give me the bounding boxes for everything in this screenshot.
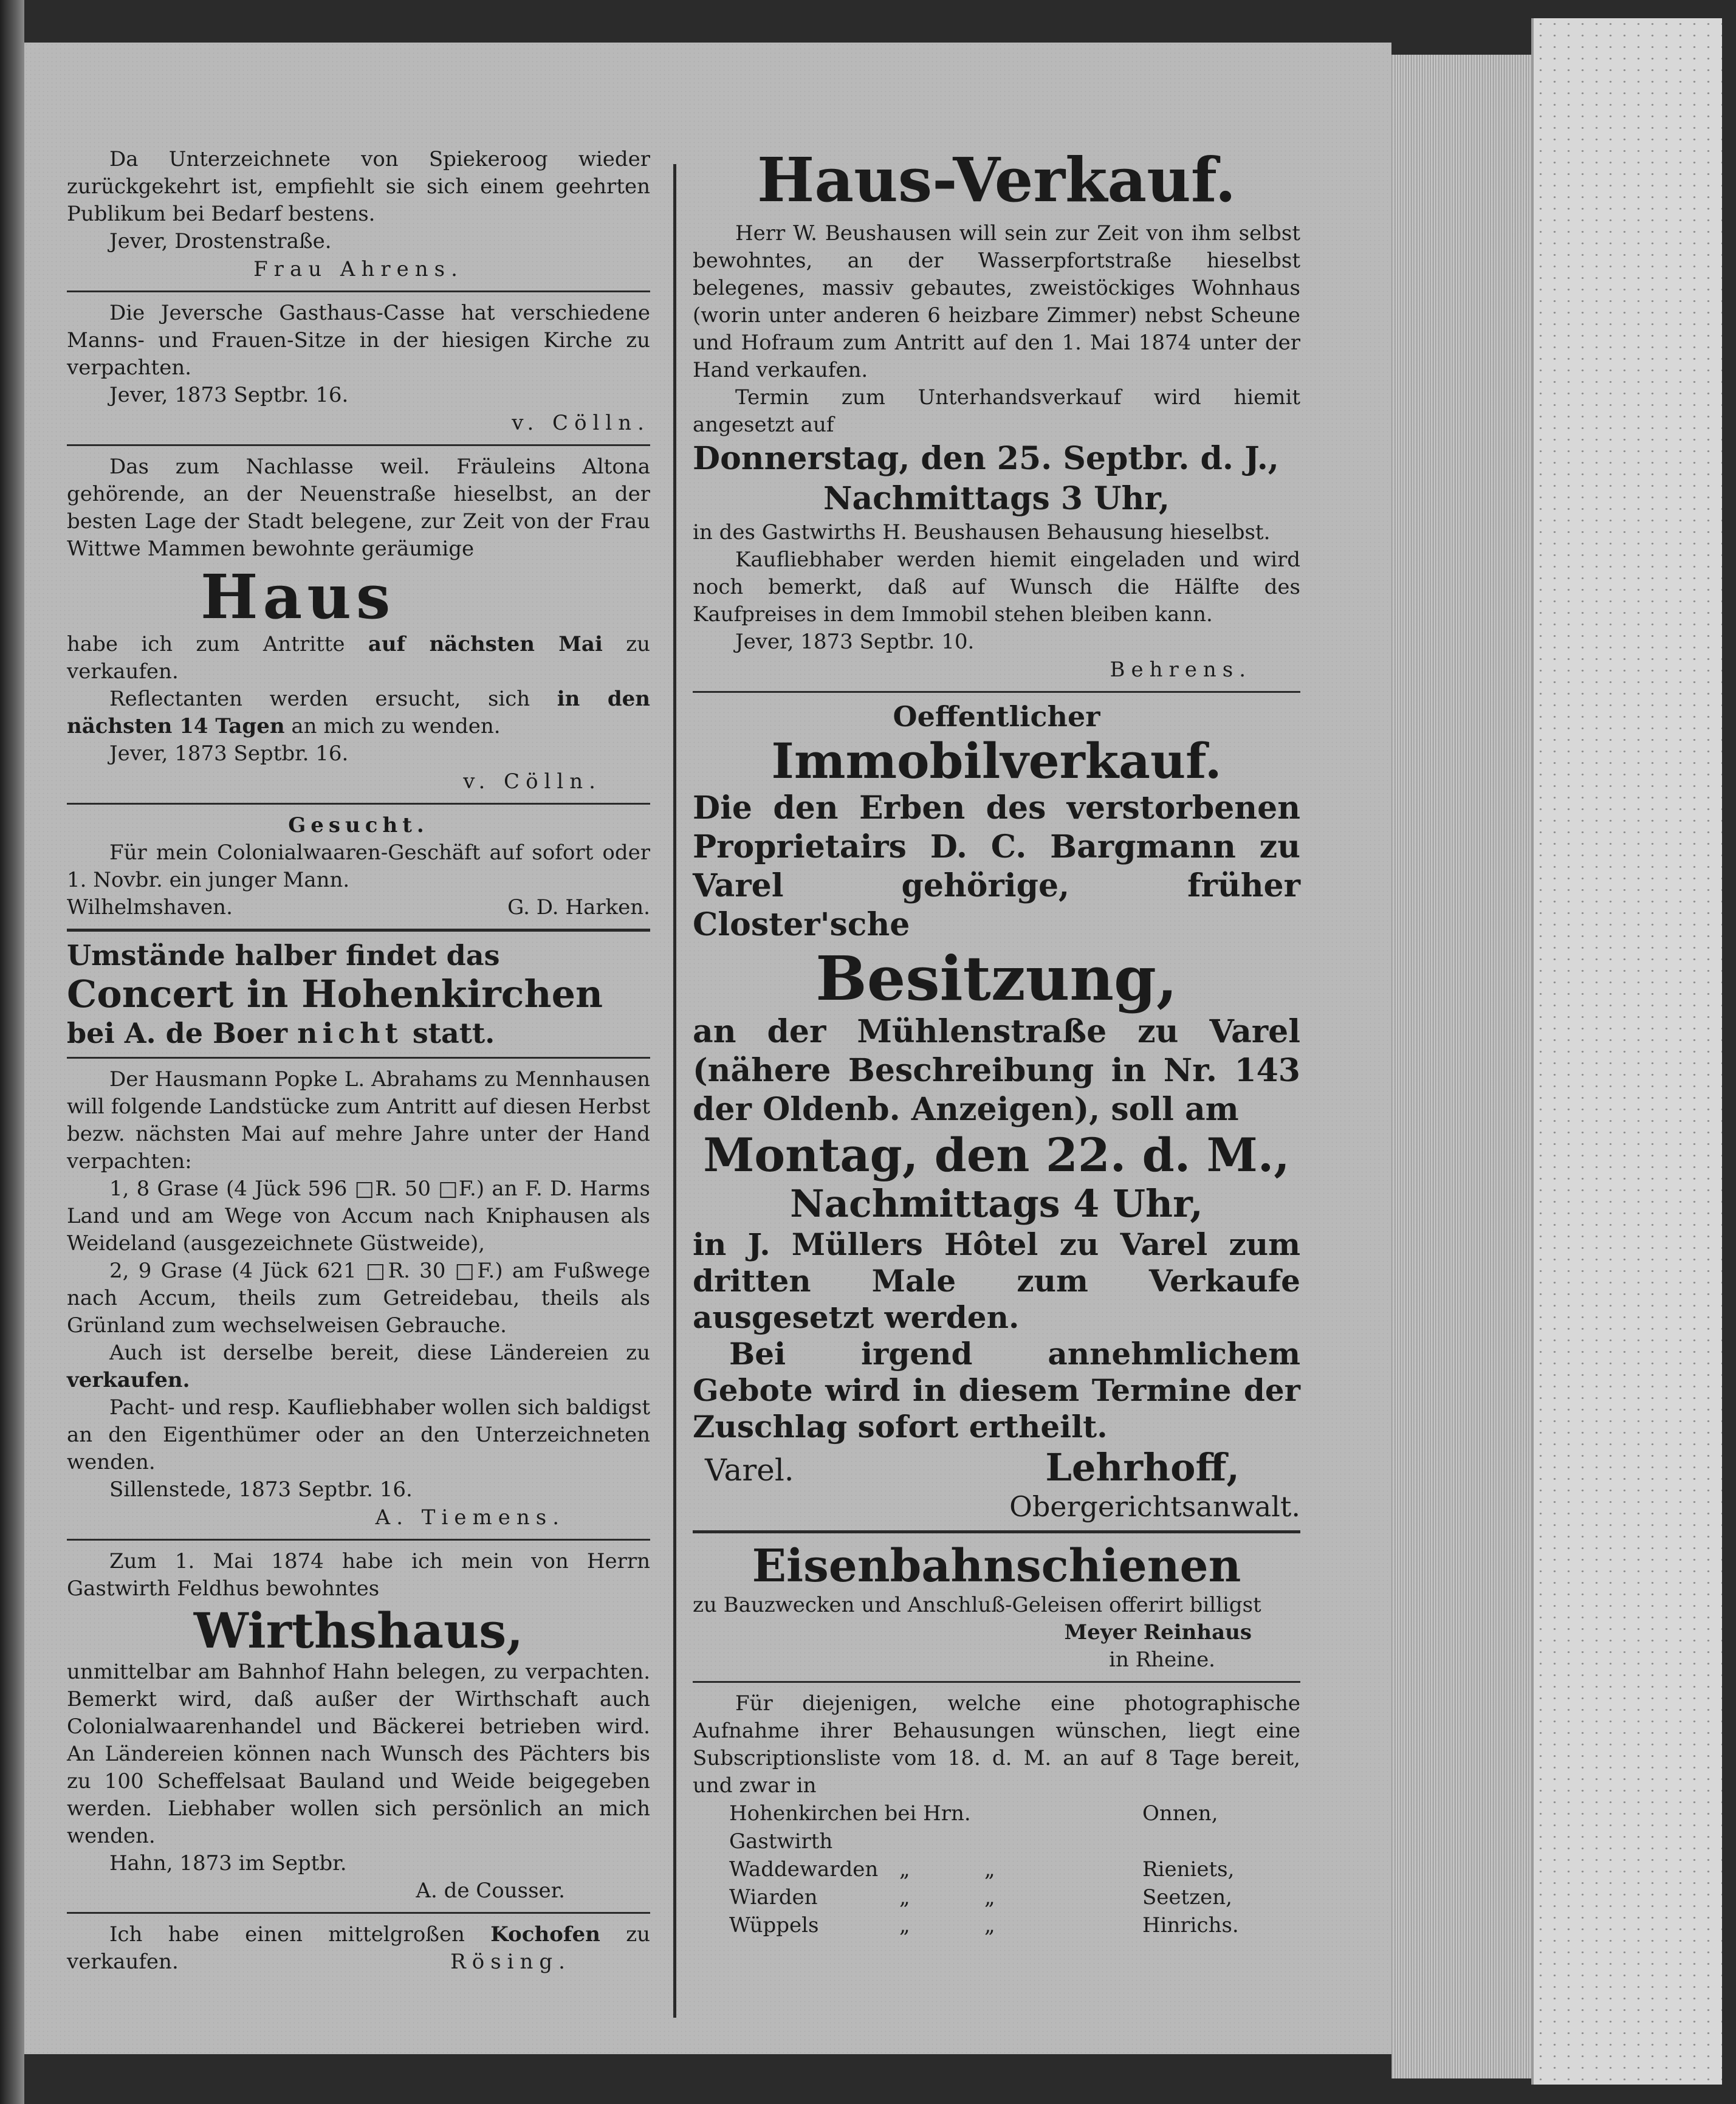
ad-text-bold: verkaufen. xyxy=(67,1368,190,1392)
list-place: Hohenkirchen bei Hrn. Gastwirth xyxy=(729,1801,971,1854)
ad-text: habe ich zum Antritte xyxy=(67,632,345,656)
ad-text: Für diejenigen, welche eine photographische Aufnahme ihrer Behausungen wünschen, liegt eine Subscriptionsliste vom 18. d. M. an auf 8 Tage bereit, und zwar in xyxy=(693,1691,1300,1798)
ad-separator xyxy=(67,1057,650,1059)
ad-date: Jever, 1873 Septbr. 16. xyxy=(109,383,349,407)
newspaper-page xyxy=(24,43,1391,2054)
ad-signature: v. Cölln. xyxy=(463,769,602,794)
left-column xyxy=(67,146,650,1976)
ad-headline: Eisenbahnschienen xyxy=(752,1540,1241,1592)
list-item xyxy=(729,1883,1300,1911)
ad-signature: Lehrhoff, xyxy=(1045,1445,1240,1490)
ad-text: Auch ist derselbe bereit, diese Ländereien zu xyxy=(109,1341,650,1365)
ad-headline-emphasis: nicht xyxy=(297,1017,403,1050)
ad-landstuecke xyxy=(67,1066,650,1532)
ad-text-large: an der Mühlenstraße zu Varel (nähere Beschreibung in Nr. 143 der Oldenb. Anzeigen), soll am xyxy=(693,1013,1300,1128)
ad-headline-small: Oeffentlicher xyxy=(893,700,1100,733)
ad-text: Da Unterzeichnete von Spiekeroog wieder zurückgekehrt ist, empfiehlt sie sich einem geehrten Publikum bei Bedarf bestens. xyxy=(67,147,650,226)
ad-text: Das zum Nachlasse weil. Fräuleins Altona gehörende, an der Neuenstraße hieselbst, an der besten Lage der Stadt belegene, zur Zeit von der Frau Wittwe Mammen bewohnte geräumige xyxy=(67,455,650,561)
ad-text-large: in J. Müllers Hôtel zu Varel zum dritten Male zum Verkaufe ausgesetzt werden. xyxy=(693,1226,1300,1335)
ad-headline: Haus xyxy=(201,561,396,633)
ad-date-line: Montag, den 22. d. M., xyxy=(703,1128,1290,1182)
ad-text: Der Hausmann Popke L. Abrahams zu Mennhausen will folgende Landstücke zum Antritt auf diesen Herbst bezw. nächsten Mai auf mehre Jahre unter der Hand verpachten: xyxy=(67,1067,650,1174)
ad-signature: Meyer Reinhaus xyxy=(1064,1620,1252,1645)
subscription-list xyxy=(693,1800,1300,1939)
ad-signature: Behrens. xyxy=(1110,658,1252,682)
ad-text-large: Bei irgend annehmlichem Gebote wird in diesem Termine der Zuschlag sofort ertheilt. xyxy=(693,1336,1300,1445)
ad-text: Reflectanten werden ersucht, sich xyxy=(109,687,530,711)
ad-time-line: Nachmittags 3 Uhr, xyxy=(823,480,1170,517)
ad-signature: A. de Cousser. xyxy=(416,1879,565,1903)
ad-wirthshaus xyxy=(67,1548,650,1905)
book-cover xyxy=(1531,18,1722,2085)
ad-text: Pacht- und resp. Kaufliebhaber wollen sich baldigst an den Eigenthümer oder an den Unterzeichneten wenden. xyxy=(67,1395,650,1474)
ad-separator xyxy=(693,1530,1300,1533)
ad-text-bold: auf nächsten Mai xyxy=(368,632,603,656)
ad-headline: Gesucht. xyxy=(288,813,429,837)
ad-headline: Haus-Verkauf. xyxy=(756,144,1237,216)
ad-text: unmittelbar am Bahnhof Hahn belegen, zu verpachten. Bemerkt wird, daß außer der Wirthschaft auch Colonialwaarenhandel und Bäckerei betrieben wird. An Ländereien können nach Wunsch des Pächters bis zu 100 Scheffelsaat Bauland und Weide beigegeben werden. Liebhaber wollen sich persönlich an mich wenden. xyxy=(67,1660,650,1848)
ad-text: an mich zu wenden. xyxy=(291,714,501,738)
ad-separator xyxy=(693,691,1300,693)
ad-text: zu Bauzwecken und Anschluß-Geleisen offerirt billigst xyxy=(693,1593,1261,1617)
list-ditto: „ xyxy=(984,1857,995,1882)
ad-place: Jever, Drostenstraße. xyxy=(109,229,332,253)
ad-text: Für mein Colonialwaaren-Geschäft auf sofort oder 1. Novbr. ein junger Mann. xyxy=(67,841,650,892)
ad-text: in des Gastwirths H. Beushausen Behausung hieselbst. xyxy=(693,520,1271,545)
list-ditto: „ xyxy=(984,1885,995,1910)
ad-text: Kaufliebhaber werden hiemit eingeladen und wird noch bemerkt, daß auf Wunsch die Hälfte des Kaufpreises in dem Immobil stehen bleiben kann. xyxy=(693,548,1300,627)
ad-signature: A. Tiemens. xyxy=(375,1505,565,1530)
ad-place: Varel. xyxy=(705,1453,794,1488)
ad-concert xyxy=(67,939,650,1050)
list-item xyxy=(729,1855,1300,1883)
list-ditto: „ xyxy=(899,1913,910,1937)
ad-text: Zum 1. Mai 1874 habe ich mein von Herrn Gastwirth Feldhus bewohntes xyxy=(67,1549,650,1601)
ad-date: Jever, 1873 Septbr. 10. xyxy=(735,630,975,654)
ad-headline-line: statt. xyxy=(412,1017,495,1050)
ad-text-large: Die den Erben des verstorbenen Proprietairs D. C. Bargmann zu Varel gehörige, früher Closter'sche xyxy=(693,789,1300,943)
list-ditto: „ xyxy=(899,1885,910,1910)
ad-haus-altona xyxy=(67,453,650,796)
ad-text: Ich habe einen mittelgroßen xyxy=(109,1922,465,1947)
ad-place: Wilhelmshaven. xyxy=(67,895,233,920)
book-page-edges xyxy=(1391,55,1531,2078)
ad-headline: Immobilverkauf. xyxy=(771,732,1222,789)
ad-gesucht xyxy=(67,812,650,921)
ad-separator xyxy=(67,444,650,446)
list-place: Waddewarden xyxy=(729,1857,879,1882)
ad-text: zu verkaufen. xyxy=(67,1922,650,1974)
ad-separator xyxy=(67,929,650,932)
ad-signature: Rösing. xyxy=(450,1950,571,1974)
list-name: Onnen, xyxy=(1142,1801,1218,1826)
list-name: Hinrichs. xyxy=(1142,1913,1239,1937)
list-place: Wiarden xyxy=(729,1885,818,1910)
ad-text-bold: in den nächsten 14 Tagen xyxy=(67,687,650,738)
book-gutter xyxy=(0,0,24,2104)
ad-eisenbahnschienen xyxy=(693,1541,1300,1674)
ad-separator xyxy=(67,1539,650,1541)
list-item xyxy=(729,1800,1300,1855)
ad-signature-place: in Rheine. xyxy=(1109,1648,1215,1672)
ad-signature: v. Cölln. xyxy=(512,411,650,435)
ad-text: Termin zum Unterhandsverkauf wird hiemit angesetzt auf xyxy=(693,385,1300,437)
ad-date-line: Donnerstag, den 25. Septbr. d. J., xyxy=(693,440,1279,477)
list-ditto xyxy=(1069,1800,1142,1855)
ad-headline: Wirthshaus, xyxy=(193,1602,524,1659)
ad-headline-besitzung: Besitzung, xyxy=(815,943,1178,1014)
ad-date: Jever, 1873 Septbr. 16. xyxy=(109,741,349,766)
ad-headline-line: bei A. de Boer xyxy=(67,1017,288,1050)
list-ditto: „ xyxy=(984,1913,995,1937)
column-divider xyxy=(673,164,676,2018)
ad-text-bold: Kochofen xyxy=(490,1922,600,1947)
ad-kochofen xyxy=(67,1921,650,1976)
list-ditto: „ xyxy=(899,1857,910,1882)
ad-list-item: 2, 9 Grase (4 Jück 621 □R. 30 □F.) am Fußwege nach Accum, theils zum Getreidebau, theils als Grünland zum wechselweisen Gebrauche. xyxy=(67,1259,650,1338)
ad-signature: G. D. Harken. xyxy=(507,895,650,920)
list-place: Wüppels xyxy=(729,1913,819,1937)
ad-separator xyxy=(67,803,650,805)
ad-list-item: 1, 8 Grase (4 Jück 596 □R. 50 □F.) an F. D. Harms Land und am Wege von Accum nach Kniphausen als Weideland (ausgezeichnete Güstweide), xyxy=(67,1177,650,1256)
ad-gasthaus-casse xyxy=(67,300,650,437)
ad-haus-verkauf xyxy=(693,146,1300,684)
ad-separator xyxy=(67,1912,650,1914)
ad-separator xyxy=(67,291,650,292)
ad-text: zu verkaufen. xyxy=(67,632,650,684)
list-item xyxy=(729,1911,1300,1939)
ad-text: Herr W. Beushausen will sein zur Zeit von ihm selbst bewohntes, an der Wasserpfortstraße hieselbst belegenes, massiv gebautes, zweistöckiges Wohnhaus (worin unter anderen 6 heizbare Zimmer) nebst Scheune und Hofraum zum Antritt auf den 1. Mai 1874 unter der Hand verkaufen. xyxy=(693,221,1300,382)
ad-headline: Concert in Hohenkirchen xyxy=(67,972,603,1016)
ad-signature: Frau Ahrens. xyxy=(253,257,464,281)
ad-time-line: Nachmittags 4 Uhr, xyxy=(790,1181,1203,1226)
ad-date: Sillenstede, 1873 Septbr. 16. xyxy=(109,1477,413,1502)
list-name: Rieniets, xyxy=(1142,1857,1235,1882)
ad-headline-line: Umstände halber findet das xyxy=(67,939,500,972)
ad-photographie xyxy=(693,1690,1300,1939)
ad-separator xyxy=(693,1681,1300,1683)
ad-text: Die Jeversche Gasthaus-Casse hat verschiedene Manns- und Frauen-Sitze in der hiesigen Kirche zu verpachten. xyxy=(67,301,650,380)
ad-ahrens xyxy=(67,146,650,283)
list-name: Seetzen, xyxy=(1142,1885,1232,1910)
ad-date: Hahn, 1873 im Septbr. xyxy=(109,1851,347,1875)
ad-signature-title: Obergerichtsanwalt. xyxy=(1009,1490,1300,1523)
right-column xyxy=(693,146,1300,1939)
ad-immobilverkauf xyxy=(693,700,1300,1523)
